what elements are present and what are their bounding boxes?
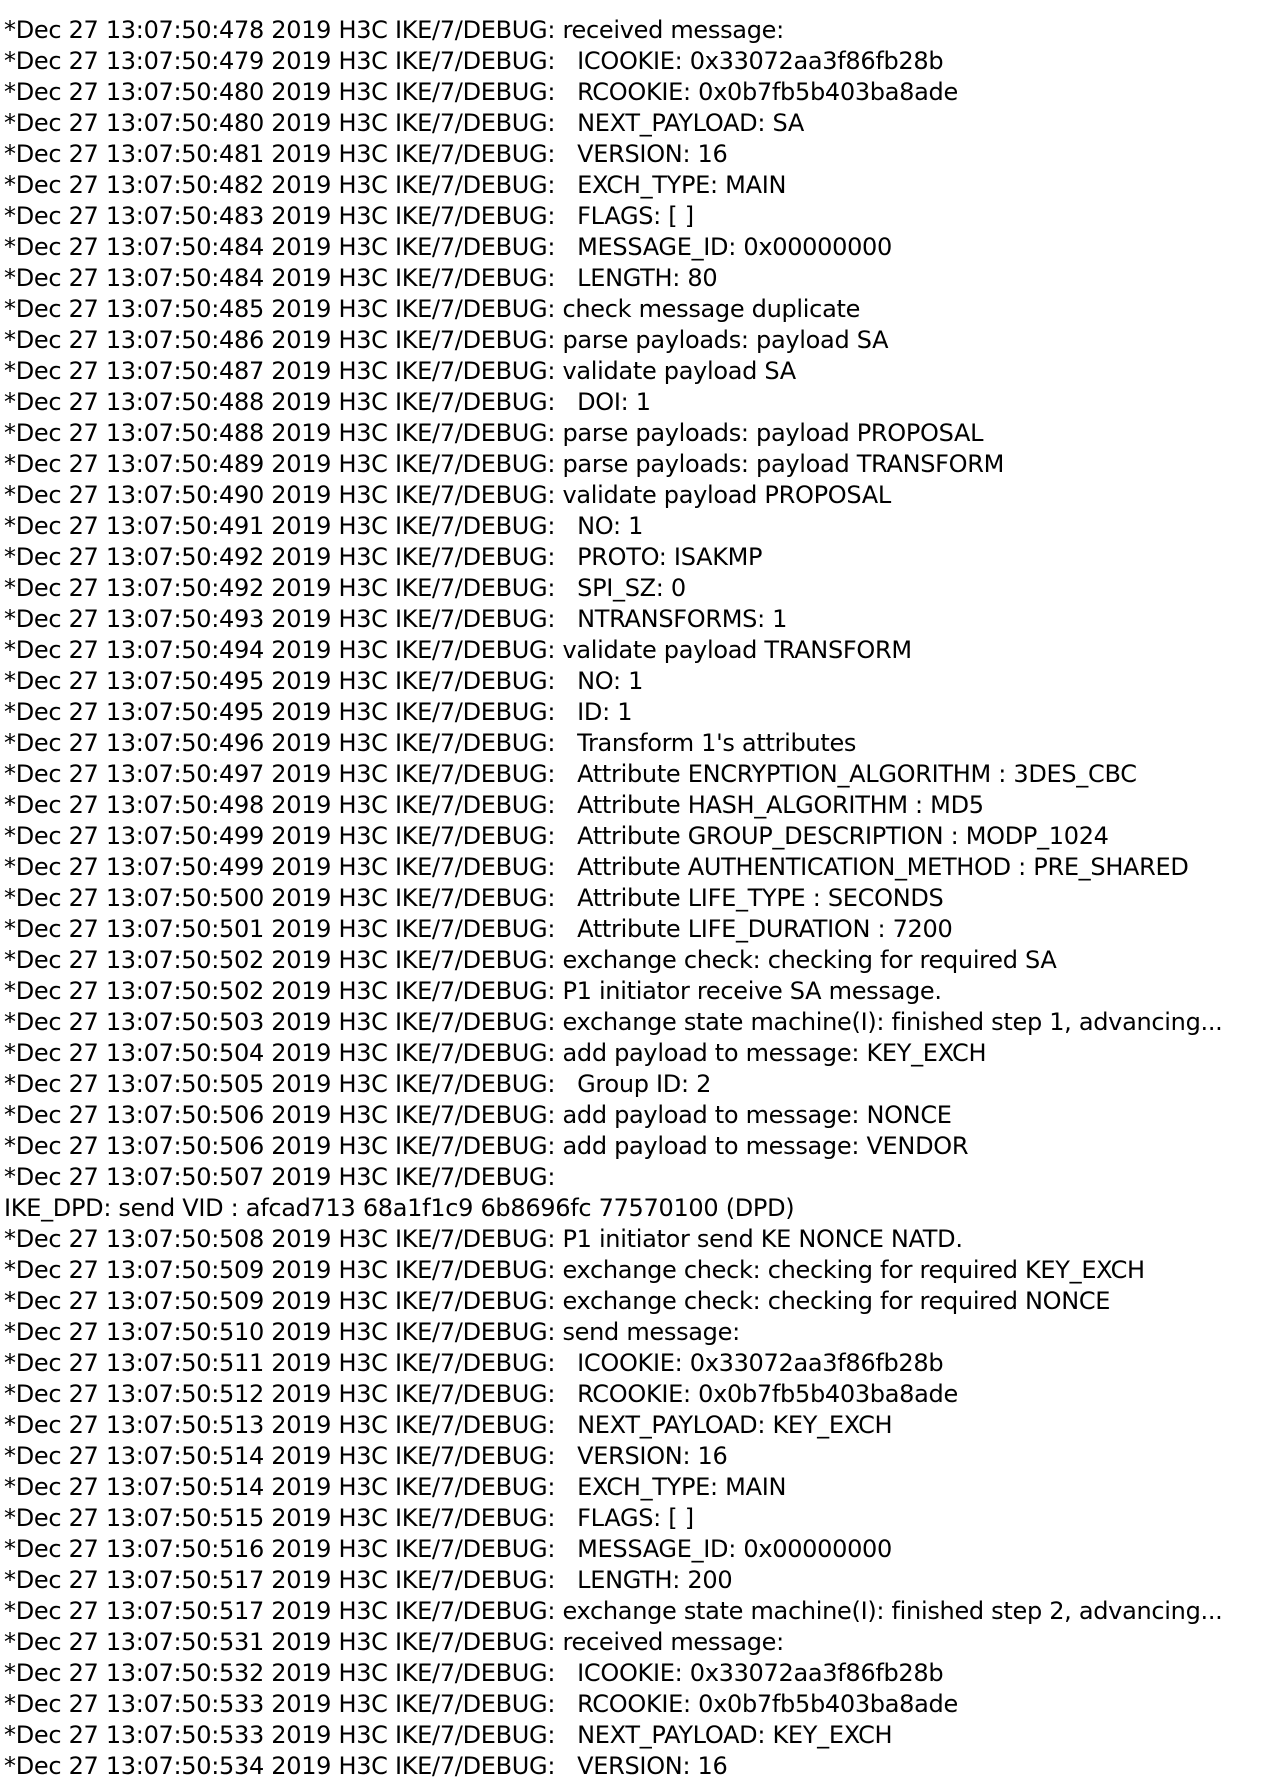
log-line: *Dec 27 13:07:50:479 2019 H3C IKE/7/DEBUG: ICOOKIE: 0x33072aa3f86fb28b — [4, 47, 944, 75]
log-line: *Dec 27 13:07:50:508 2019 H3C IKE/7/DEBUG: P1 initiator send KE NONCE NATD. — [4, 1225, 963, 1253]
log-line: *Dec 27 13:07:50:507 2019 H3C IKE/7/DEBUG: — [4, 1163, 556, 1191]
log-line: *Dec 27 13:07:50:499 2019 H3C IKE/7/DEBUG: Attribute GROUP_DESCRIPTION : MODP_1024 — [4, 822, 1109, 850]
log-line: *Dec 27 13:07:50:514 2019 H3C IKE/7/DEBUG: EXCH_TYPE: MAIN — [4, 1473, 787, 1501]
log-line: *Dec 27 13:07:50:516 2019 H3C IKE/7/DEBUG: MESSAGE_ID: 0x00000000 — [4, 1535, 892, 1563]
log-line: *Dec 27 13:07:50:534 2019 H3C IKE/7/DEBUG: VERSION: 16 — [4, 1752, 728, 1780]
log-line: *Dec 27 13:07:50:488 2019 H3C IKE/7/DEBUG: DOI: 1 — [4, 388, 651, 416]
log-line: *Dec 27 13:07:50:509 2019 H3C IKE/7/DEBUG: exchange check: checking for required KEY_EXCH — [4, 1256, 1145, 1284]
log-line: *Dec 27 13:07:50:533 2019 H3C IKE/7/DEBUG: NEXT_PAYLOAD: KEY_EXCH — [4, 1721, 893, 1749]
log-line: *Dec 27 13:07:50:499 2019 H3C IKE/7/DEBUG: Attribute AUTHENTICATION_METHOD : PRE_SHARED — [4, 853, 1189, 881]
log-line: *Dec 27 13:07:50:495 2019 H3C IKE/7/DEBUG: NO: 1 — [4, 667, 644, 695]
log-line: *Dec 27 13:07:50:478 2019 H3C IKE/7/DEBUG: received message: — [4, 16, 784, 44]
log-line: *Dec 27 13:07:50:517 2019 H3C IKE/7/DEBUG: LENGTH: 200 — [4, 1566, 733, 1594]
log-line: *Dec 27 13:07:50:491 2019 H3C IKE/7/DEBUG: NO: 1 — [4, 512, 644, 540]
log-line: *Dec 27 13:07:50:533 2019 H3C IKE/7/DEBUG: RCOOKIE: 0x0b7fb5b403ba8ade — [4, 1690, 958, 1718]
log-line: *Dec 27 13:07:50:488 2019 H3C IKE/7/DEBUG: parse payloads: payload PROPOSAL — [4, 419, 984, 447]
log-line: *Dec 27 13:07:50:485 2019 H3C IKE/7/DEBUG: check message duplicate — [4, 295, 861, 323]
log-line: *Dec 27 13:07:50:480 2019 H3C IKE/7/DEBUG: RCOOKIE: 0x0b7fb5b403ba8ade — [4, 78, 958, 106]
log-line: *Dec 27 13:07:50:482 2019 H3C IKE/7/DEBUG: EXCH_TYPE: MAIN — [4, 171, 787, 199]
log-line: *Dec 27 13:07:50:532 2019 H3C IKE/7/DEBUG: ICOOKIE: 0x33072aa3f86fb28b — [4, 1659, 944, 1687]
log-line: *Dec 27 13:07:50:490 2019 H3C IKE/7/DEBUG: validate payload PROPOSAL — [4, 481, 891, 509]
log-line: *Dec 27 13:07:50:503 2019 H3C IKE/7/DEBUG: exchange state machine(I): finished step 1, advancing... — [4, 1008, 1223, 1036]
log-line: *Dec 27 13:07:50:497 2019 H3C IKE/7/DEBUG: Attribute ENCRYPTION_ALGORITHM : 3DES_CBC — [4, 760, 1137, 788]
log-line: *Dec 27 13:07:50:486 2019 H3C IKE/7/DEBUG: parse payloads: payload SA — [4, 326, 889, 354]
log-line: IKE_DPD: send VID : afcad713 68a1f1c9 6b8696fc 77570100 (DPD) — [4, 1194, 795, 1222]
log-line: *Dec 27 13:07:50:483 2019 H3C IKE/7/DEBUG: FLAGS: [ ] — [4, 202, 694, 230]
log-line: *Dec 27 13:07:50:517 2019 H3C IKE/7/DEBUG: exchange state machine(I): finished step 2, advancing... — [4, 1597, 1223, 1625]
log-line: *Dec 27 13:07:50:510 2019 H3C IKE/7/DEBUG: send message: — [4, 1318, 740, 1346]
log-line: *Dec 27 13:07:50:511 2019 H3C IKE/7/DEBUG: ICOOKIE: 0x33072aa3f86fb28b — [4, 1349, 944, 1377]
log-line: *Dec 27 13:07:50:480 2019 H3C IKE/7/DEBUG: NEXT_PAYLOAD: SA — [4, 109, 804, 137]
log-line: *Dec 27 13:07:50:484 2019 H3C IKE/7/DEBUG: LENGTH: 80 — [4, 264, 718, 292]
log-line: *Dec 27 13:07:50:502 2019 H3C IKE/7/DEBUG: exchange check: checking for required SA — [4, 946, 1057, 974]
log-line: *Dec 27 13:07:50:504 2019 H3C IKE/7/DEBUG: add payload to message: KEY_EXCH — [4, 1039, 987, 1067]
log-line: *Dec 27 13:07:50:501 2019 H3C IKE/7/DEBUG: Attribute LIFE_DURATION : 7200 — [4, 915, 953, 943]
log-line: *Dec 27 13:07:50:502 2019 H3C IKE/7/DEBUG: P1 initiator receive SA message. — [4, 977, 942, 1005]
log-line: *Dec 27 13:07:50:498 2019 H3C IKE/7/DEBUG: Attribute HASH_ALGORITHM : MD5 — [4, 791, 984, 819]
log-line: *Dec 27 13:07:50:484 2019 H3C IKE/7/DEBUG: MESSAGE_ID: 0x00000000 — [4, 233, 892, 261]
log-line: *Dec 27 13:07:50:493 2019 H3C IKE/7/DEBUG: NTRANSFORMS: 1 — [4, 605, 788, 633]
log-line: *Dec 27 13:07:50:515 2019 H3C IKE/7/DEBUG: FLAGS: [ ] — [4, 1504, 694, 1532]
log-line: *Dec 27 13:07:50:509 2019 H3C IKE/7/DEBUG: exchange check: checking for required NONCE — [4, 1287, 1111, 1315]
log-line: *Dec 27 13:07:50:487 2019 H3C IKE/7/DEBUG: validate payload SA — [4, 357, 796, 385]
log-line: *Dec 27 13:07:50:514 2019 H3C IKE/7/DEBUG: VERSION: 16 — [4, 1442, 728, 1470]
log-line: *Dec 27 13:07:50:494 2019 H3C IKE/7/DEBUG: validate payload TRANSFORM — [4, 636, 912, 664]
log-line: *Dec 27 13:07:50:512 2019 H3C IKE/7/DEBUG: RCOOKIE: 0x0b7fb5b403ba8ade — [4, 1380, 958, 1408]
log-line: *Dec 27 13:07:50:500 2019 H3C IKE/7/DEBUG: Attribute LIFE_TYPE : SECONDS — [4, 884, 944, 912]
log-line: *Dec 27 13:07:50:495 2019 H3C IKE/7/DEBUG: ID: 1 — [4, 698, 633, 726]
log-line: *Dec 27 13:07:50:513 2019 H3C IKE/7/DEBUG: NEXT_PAYLOAD: KEY_EXCH — [4, 1411, 893, 1439]
log-line: *Dec 27 13:07:50:481 2019 H3C IKE/7/DEBUG: VERSION: 16 — [4, 140, 728, 168]
log-line: *Dec 27 13:07:50:489 2019 H3C IKE/7/DEBUG: parse payloads: payload TRANSFORM — [4, 450, 1005, 478]
log-line: *Dec 27 13:07:50:492 2019 H3C IKE/7/DEBUG: SPI_SZ: 0 — [4, 574, 686, 602]
log-line: *Dec 27 13:07:50:531 2019 H3C IKE/7/DEBUG: received message: — [4, 1628, 784, 1656]
log-line: *Dec 27 13:07:50:506 2019 H3C IKE/7/DEBUG: add payload to message: NONCE — [4, 1101, 952, 1129]
log-line: *Dec 27 13:07:50:492 2019 H3C IKE/7/DEBUG: PROTO: ISAKMP — [4, 543, 763, 571]
log-line: *Dec 27 13:07:50:505 2019 H3C IKE/7/DEBUG: Group ID: 2 — [4, 1070, 712, 1098]
log-line: *Dec 27 13:07:50:496 2019 H3C IKE/7/DEBUG: Transform 1's attributes — [4, 729, 857, 757]
log-line: *Dec 27 13:07:50:506 2019 H3C IKE/7/DEBUG: add payload to message: VENDOR — [4, 1132, 969, 1160]
